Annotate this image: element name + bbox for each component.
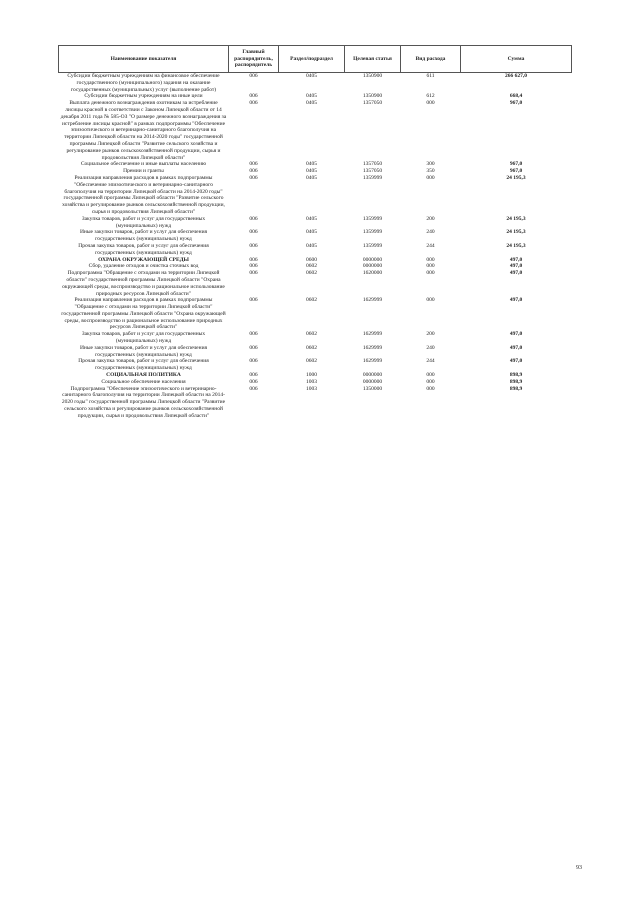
row-razdel: 0405 [306,174,317,181]
row-statya: 1629999 [362,358,383,365]
row-grbs: 006 [249,229,258,236]
table-header-row [59,46,572,73]
row-summa: 24 195,3 [506,215,526,222]
row-grbs: 006 [249,100,258,107]
header-grbs: Главный распорядитель, распорядитель [229,46,279,73]
row-grbs: 006 [249,297,258,304]
row-razdel: 0405 [306,168,317,175]
row-name: Реализация направления расходов в рамках подпрограммы "Обращение с отходами на территории Липецкой области" государственной программы Липецкой области "Охрана окружающей среды, воспроизводство и рациональное использование природных ресурсов Липецкой области" [61,297,226,331]
row-razdel: 1003 [306,378,317,385]
row-statya: 1620000 [362,270,383,277]
row-statya: 1359999 [362,242,383,249]
row-statya: 1350900 [362,93,383,100]
row-grbs: 006 [249,358,258,365]
row-grbs: 006 [249,73,258,79]
row-razdel: 0405 [306,229,317,236]
row-statya: 1359999 [362,174,383,181]
row-name: Социальное обеспечение населения [101,378,186,385]
row-grbs: 006 [249,215,258,222]
row-razdel: 0602 [306,331,317,338]
row-statya: 1629999 [362,344,383,351]
row-summa: 967,0 [509,161,523,168]
row-razdel: 0602 [306,344,317,351]
table-row [59,229,572,243]
row-summa: 497,0 [509,263,523,270]
row-summa: 898,9 [509,372,523,379]
row-summa: 497,0 [509,344,523,351]
row-statya: 1629999 [362,297,383,304]
row-razdel: 0602 [306,263,317,270]
header-vid: Вид расхода [401,46,461,73]
row-statya: 0000000 [362,263,383,270]
row-vid: 000 [426,378,435,385]
table-row [59,243,572,257]
table-row [59,100,572,161]
table-row [59,161,572,168]
row-statya: 1629999 [362,331,383,338]
row-summa: 967,0 [509,168,523,175]
row-grbs: 006 [249,256,258,263]
row-name: Выплата денежного вознаграждения охотникам за истребление лисицы красной в соответствии с Законом Липецкой области от 14 декабря 2011 года № 585-ОЗ "О размере денежного вознаграждения за истребление лисицы красной" в рамках подпрограммы "Обеспечение эпизоотического и ветеринарно-санитарного благополучия на территории Липецкой области на 2014-2020 годы" государственной программы Липецкой области "Развитие сельского хозяйства и регулирование рынков сельскохозяйственной продукции, сырья и продовольствия Липецкой области" [60,100,227,161]
header-name: Наименование показателя [59,46,229,73]
row-grbs: 006 [249,372,258,379]
table-row [59,175,572,216]
row-grbs: 006 [249,161,258,168]
row-grbs: 006 [249,263,258,270]
row-name: Прочая закупка товаров, работ и услуг для обеспечения государственных (муниципальных) нужд [78,242,209,256]
row-grbs: 006 [249,344,258,351]
row-grbs: 006 [249,174,258,181]
row-razdel: 0405 [306,100,317,107]
row-razdel: 0600 [306,256,317,263]
row-name: Подпрограмма "Обеспечение эпизоотического и ветеринарно-санитарного благополучия на территории Липецкой области на 2014-2020 годы" государственной программы Липецкой области "Развитие сельского хозяйства и регулирование рынков сельскохозяйственной продукции, сырья и продовольствия Липецкой области" [61,385,226,419]
row-razdel: 0602 [306,297,317,304]
row-statya: 1357050 [362,100,383,107]
table-row [59,270,572,297]
row-summa: 24 195,3 [506,174,526,181]
document-page [58,45,571,420]
row-vid: 611 [426,73,435,79]
row-razdel: 1003 [306,385,317,392]
row-summa: 898,9 [509,385,523,392]
row-name: СОЦИАЛЬНАЯ ПОЛИТИКА [106,372,181,379]
row-razdel: 0405 [306,242,317,249]
row-grbs: 006 [249,378,258,385]
row-name: Подпрограмма "Обращение с отходами на территории Липецкой области" государственной программы Липецкой области "Охрана окружающей среды, воспроизводство и рациональное использование природных ресурсов Липецкой области" [62,270,225,297]
row-razdel: 0602 [306,358,317,365]
row-vid: 000 [426,372,435,379]
row-vid: 244 [426,358,435,365]
row-statya: 0000000 [362,378,383,385]
row-razdel: 0405 [306,161,317,168]
row-statya: 0000000 [362,372,383,379]
row-vid: 240 [426,344,435,351]
row-razdel: 0405 [306,73,317,79]
row-summa: 266 627,0 [505,73,527,79]
row-grbs: 006 [249,242,258,249]
row-summa: 967,0 [509,100,523,107]
row-name: ОХРАНА ОКРУЖАЮЩЕЙ СРЕДЫ [98,256,189,263]
table-row [59,331,572,345]
table-row [59,216,572,230]
row-vid: 000 [426,100,435,107]
table-row [59,358,572,372]
row-vid: 000 [426,174,435,181]
row-name: Реализация направления расходов в рамках подпрограммы "Обеспечение эпизоотического и ветеринарно-санитарного благополучия на территории Липецкой области на 2014-2020 годы" государственной программы Липецкой области "Развитие сельского хозяйства и регулирование рынков сельскохозяйственной продукции, сырья и продовольствия Липецкой области" [62,174,225,215]
row-summa: 497,0 [509,358,523,365]
row-vid: 000 [426,256,435,263]
row-statya: 1359999 [362,229,383,236]
row-vid: 612 [426,93,435,100]
row-grbs: 006 [249,93,258,100]
row-name: Субсидии бюджетным учреждениям на иные цели [84,93,203,100]
row-vid: 000 [426,270,435,277]
row-summa: 497,0 [509,270,523,277]
row-vid: 000 [426,297,435,304]
row-razdel: 0602 [306,270,317,277]
row-name: Закупка товаров, работ и услуг для государственных (муниципальных) нужд [81,215,206,229]
table-row [59,386,572,420]
row-razdel: 0405 [306,93,317,100]
row-name: Закупка товаров, работ и услуг для государственных (муниципальных) нужд [81,331,206,345]
row-grbs: 006 [249,168,258,175]
table-row [59,168,572,175]
row-grbs: 006 [249,270,258,277]
row-name: Прочая закупка товаров, работ и услуг для обеспечения государственных (муниципальных) нужд [78,358,209,372]
row-name: Сбор, удаление отходов и очистка сточных вод [88,263,199,270]
table-row [59,372,572,379]
row-vid: 244 [426,242,435,249]
header-summa: Сумма [461,46,572,73]
row-statya: 1350000 [362,385,383,392]
row-statya: 0000000 [362,256,383,263]
table-row [59,297,572,331]
row-statya: 1357050 [362,168,383,175]
table-row [59,379,572,386]
row-statya: 1357050 [362,161,383,168]
row-name: Субсидии бюджетным учреждениям на финансовое обеспечение государственного (муниципального) задания на оказание государственных (муниципальных) услуг (выполнение работ) [67,73,220,93]
row-name: Премии и гранты [123,168,164,175]
budget-table [58,45,572,420]
row-summa: 668,4 [509,93,523,100]
row-razdel: 0405 [306,215,317,222]
row-razdel: 1000 [306,372,317,379]
row-vid: 000 [426,263,435,270]
row-summa: 497,0 [509,256,523,263]
row-statya: 1359999 [362,215,383,222]
header-razdel: Раздел/подраздел [279,46,345,73]
row-vid: 240 [426,229,435,236]
row-summa: 497,0 [509,331,523,338]
row-name: Иные закупки товаров, работ и услуг для обеспечения государственных (муниципальных) нужд [79,229,208,243]
table-row [59,345,572,359]
row-name: Социальное обеспечение и иные выплаты населению [80,161,207,168]
row-name: Иные закупки товаров, работ и услуг для обеспечения государственных (муниципальных) нужд [79,344,208,358]
page-number: 93 [576,865,582,871]
row-grbs: 006 [249,385,258,392]
row-grbs: 006 [249,331,258,338]
row-vid: 300 [426,161,435,168]
row-statya: 1350900 [362,73,383,79]
row-summa: 898,9 [509,378,523,385]
row-summa: 24 195,3 [506,229,526,236]
row-vid: 000 [426,385,435,392]
row-vid: 200 [426,215,435,222]
header-statya: Целевая статья [345,46,401,73]
row-vid: 350 [426,168,435,175]
row-summa: 497,0 [509,297,523,304]
table-row [59,73,572,94]
row-vid: 200 [426,331,435,338]
row-summa: 24 195,3 [506,242,526,249]
